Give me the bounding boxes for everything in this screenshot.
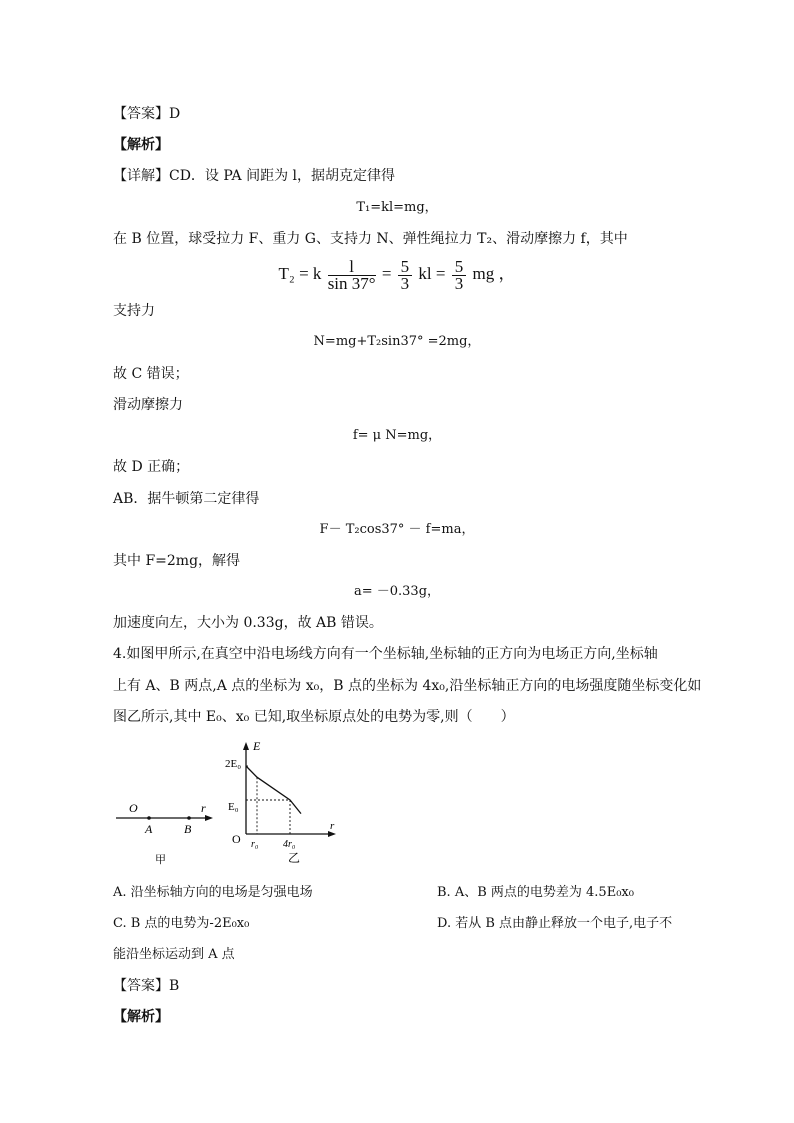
eq2-lhs: T₂ = k [278,264,322,283]
axis-label-jia: r [201,801,206,815]
option-c: C. B 点的电势为-2E₀x₀ [113,916,250,931]
eq2-frac2: $\frac{5}{3}$ [398,259,413,292]
axis-arrow-jia [205,815,213,821]
x-axis-label: r [330,820,335,832]
option-d-continued: 能沿坐标运动到 A 点 [113,947,235,962]
origin-label-jia: O [129,801,138,815]
equation-newton: F－ T₂cos37° － f=ma， [319,522,475,537]
d-right-line: 故 D 正确； [113,459,190,475]
tick-label-4x0: 4r₀ [283,839,296,850]
point-a [147,816,151,820]
friction-label: 滑动摩擦力 [113,397,183,413]
equation-support: N=mg+T₂sin37° =2mg， [313,334,481,349]
support-label: 支持力 [113,303,155,319]
equation-t2: T₂ = k $\frac{l}{\sin 37^\circ}$ = $\frac{5}{3}$ kl = $\frac{5}{3}$ mg ， [278,256,516,293]
origin-label-yi: O [232,832,241,846]
analysis-heading-1: 【解析】 [113,137,169,153]
point-b [187,816,191,820]
y-axis-arrow [243,742,249,750]
yi-guides [246,766,290,834]
eq2-frac1: $\frac{l}{\sin 37^\circ}$ [327,256,376,293]
option-b: B. A、B 两点的电势差为 4.5E₀x₀ [437,885,634,900]
tick-label-x0: r₀ [251,839,259,850]
analysis-heading-2: 【解析】 [113,1009,169,1025]
option-d: D. 若从 B 点由静止释放一个电子,电子不 [437,916,673,931]
eq2-frac3: $\frac{5}{3}$ [452,259,467,292]
c-wrong-line: 故 C 错误； [113,366,189,382]
figure-jia [113,795,218,870]
point-b-label: B [184,822,192,836]
figure-jia-caption: 甲 [155,854,166,866]
y-axis-label: E [253,739,261,753]
figure-yi-caption: 乙 [288,851,301,865]
question-4-line-1: 4.如图甲所示,在真空中沿电场线方向有一个坐标轴,坐标轴的正方向为电场正方向,坐标轴 [113,646,658,662]
where-f-line: 其中 F=2mg，解得 [113,553,241,569]
equation-accel: a= －0.33g， [353,584,441,599]
question-4-line-3: 图乙所示,其中 E₀、x₀ 已知,取坐标原点处的电势为零,则（ ） [113,709,515,725]
tick-label-2e0: 2E₀ [225,758,242,770]
option-a: A. 沿坐标轴方向的电场是匀强电场 [113,885,313,900]
tick-label-e0: E₀ [228,801,239,813]
e-field-line [246,766,301,814]
question-4-line-2: 上有 A、B 两点,A 点的坐标为 x₀，B 点的坐标为 4x₀,沿坐标轴正方向的电场强度随坐标变化如 [113,678,702,694]
ab-newton-line: AB．据牛顿第二定律得 [113,491,260,507]
answer-line-1: 【答案】D [113,106,181,122]
accel-conclusion: 加速度向左，大小为 0.33g，故 AB 错误。 [113,615,383,631]
equation-hooke: T₁=kl=mg， [356,200,438,215]
answer-line-2: 【答案】B [113,978,180,994]
equation-friction: f= μ N=mg， [352,428,442,443]
point-a-label: A [145,822,153,836]
figure-yi-chart [220,738,350,868]
b-position-line: 在 B 位置，球受拉力 F、重力 G、支持力 N、弹性绳拉力 T₂、滑动摩擦力 f，其中 [113,231,628,247]
detail-line: 【详解】CD．设 PA 间距为 l，据胡克定律得 [113,168,396,184]
